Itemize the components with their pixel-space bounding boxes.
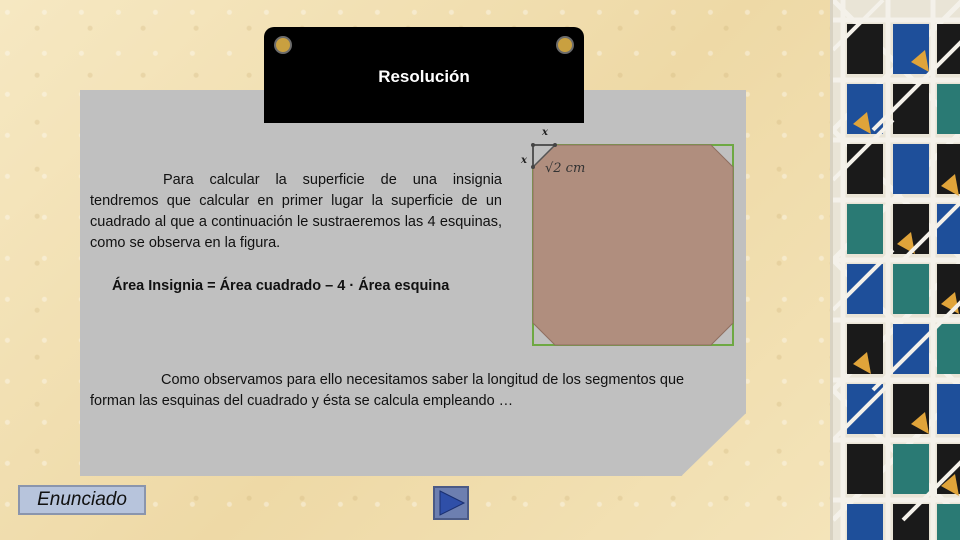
paragraph-1-text: Para calcular la superficie de una insignia tendremos que calcular en primer lugar la superficie de un cuadrado al que a continuación le sustraeremos las 4 esquinas, como se observa en la figura.: [90, 172, 502, 251]
pin-icon: [556, 36, 574, 54]
insignia-figure: [515, 125, 740, 350]
title-card: [264, 27, 584, 123]
point-marker: [531, 143, 535, 147]
label-length: √2 cm: [545, 161, 586, 176]
point-marker: [553, 143, 557, 147]
explanation-paragraph-2: [90, 370, 730, 412]
enunciado-button[interactable]: Enunciado: [18, 485, 146, 515]
zellige-pattern: [833, 0, 960, 540]
label-x-top: x: [542, 127, 548, 138]
decorative-tile-border: [830, 0, 960, 540]
explanation-paragraph-1: [90, 170, 502, 254]
play-triangle-icon: [435, 488, 467, 518]
point-marker: [531, 165, 535, 169]
page-title: Resolución: [378, 67, 470, 86]
next-button[interactable]: [433, 486, 469, 520]
pin-icon: [274, 36, 292, 54]
paragraph-2-text: Como observamos para ello necesitamos saber la longitud de los segmentos que forman las esquinas del cuadrado y ésta se calcula empleando …: [90, 372, 685, 409]
area-formula: Área Insignia = Área cuadrado – 4 · Área esquina: [112, 278, 450, 294]
label-x-left: x: [521, 155, 527, 166]
